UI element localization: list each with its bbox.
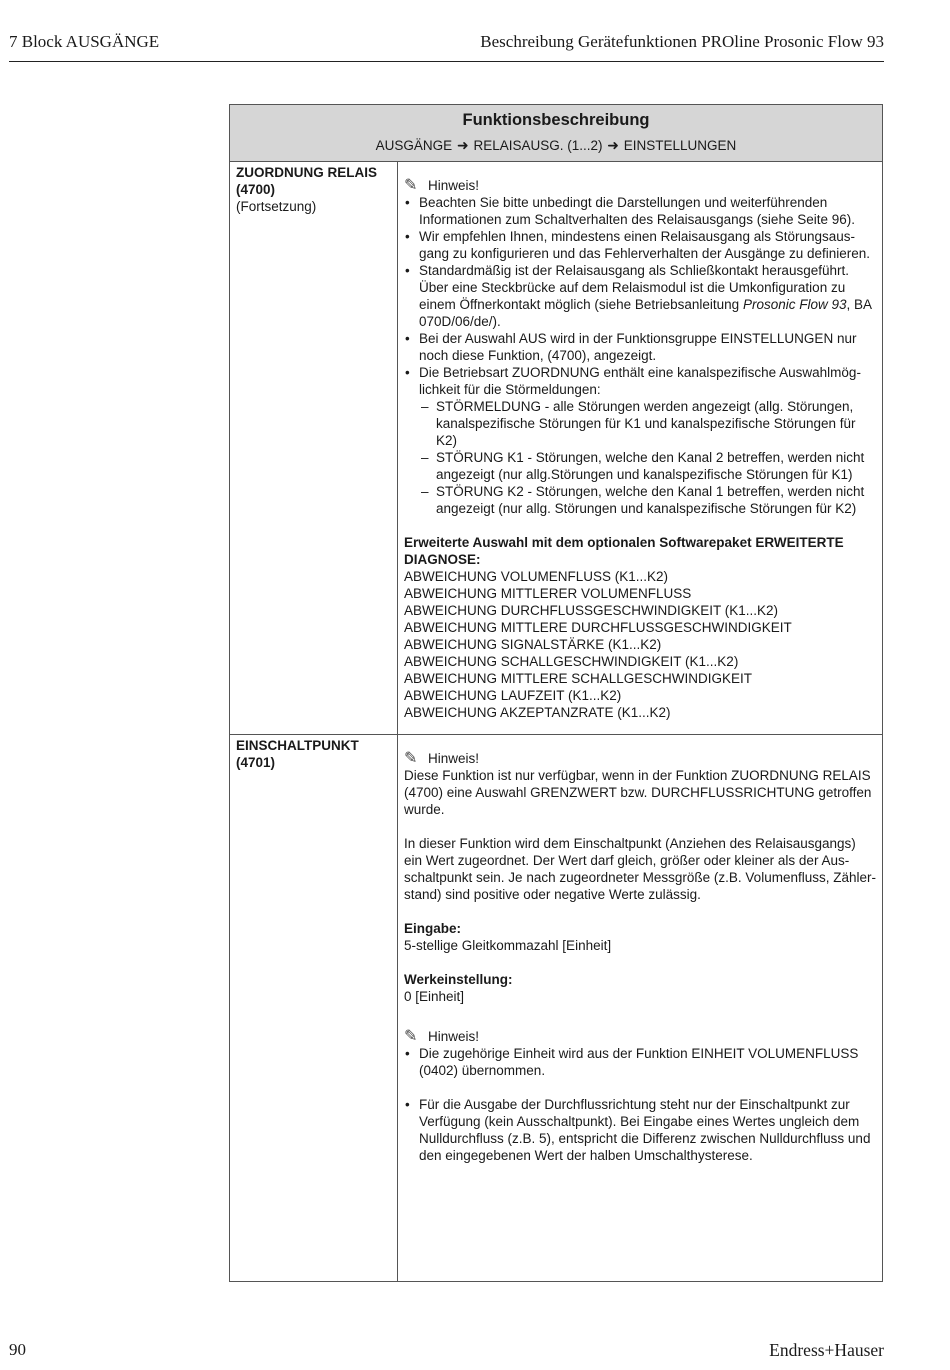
table-title: Funktionsbeschreibung [462,111,650,129]
note-bullet-list [404,1045,877,1164]
pencil-note-icon: ✎ [404,1028,418,1045]
table-header [230,105,882,162]
list-item [404,262,877,330]
list-item: • Für die Ausgabe der Durchflussrichtung steht nur der Einschaltpunkt zur Verfügung (kein Ausschaltpunkt). Bei Eingabe eines Wertes ungleich dem Nulldurchfluss (z.B. 5), entspricht die Differenz zwischen Nulldurchfluss und den eingegebenen Wert der halben Umschalthysterese. [404,1096,877,1164]
list-item: ABWEICHUNG VOLUMENFLUSS (K1...K2) [404,569,669,584]
path-item-relay-output: RELAISAUSG. (1...2) [473,138,603,153]
function-description-cell [398,162,882,734]
function-label-cell [230,735,398,1281]
list-item: ABWEICHUNG SCHALLGESCHWINDIGKEIT (K1...K2) [404,654,739,669]
list-item: • Beachten Sie bitte unbedingt die Darstellungen und weiterführenden Informationen zum Schaltverhalten des Relaisausgangs (siehe Seite 96). [404,194,877,228]
list-item: • Bei der Auswahl AUS wird in der Funktionsgruppe EINSTELLUNGEN nur noch diese Funktion, (4700), angezeigt. [404,330,877,364]
list-item: • Die zugehörige Einheit wird aus der Funktion EINHEIT VOLUMENFLUSS (0402) übernommen. [404,1045,877,1079]
fault-option-list [419,398,877,517]
function-name: EINSCHALTPUNKT [236,738,359,753]
note-bullet-list [404,194,877,517]
list-item: – STÖRUNG K2 - Störungen, welche den Kanal 1 betreffen, werden nicht angezeigt (nur allg. Störungen und kanalspezifische Störungen für K2) [419,483,877,517]
note-title: Hinweis! [428,751,480,766]
function-description-table [229,104,883,1282]
pencil-note-icon: ✎ [404,750,418,767]
input-value: 5-stellige Gleitkommazahl [Einheit] [404,938,612,953]
chapter-title: 7 Block AUSGÄNGE [9,32,160,51]
list-item: ABWEICHUNG MITTLERE SCHALLGESCHWINDIGKEIT [404,671,753,686]
extended-options-list [404,568,877,721]
list-item: ABWEICHUNG DURCHFLUSSGESCHWINDIGKEIT (K1...K2) [404,603,779,618]
document-title: Beschreibung Gerätefunktionen PROline Prosonic Flow 93 [480,32,884,51]
list-item: ABWEICHUNG AKZEPTANZRATE (K1...K2) [404,705,671,720]
list-item: – STÖRMELDUNG - alle Störungen werden angezeigt (allg. Störungen, kanalspezifische Störungen für K1 und kanalspezifische Störungen für K2) [419,398,877,449]
note-title: Hinweis! [428,1029,480,1044]
pencil-note-icon: ✎ [404,177,418,194]
list-item: ABWEICHUNG MITTLERER VOLUMENFLUSS [404,586,692,601]
path-item-outputs: AUSGÄNGE [375,138,453,153]
menu-path [230,135,882,156]
list-item-text: Standardmäßig ist der Relaisausgang als Schließkontakt herausgeführt. Über eine Steckbrücke auf dem Relaismodul ist die Umkonfiguration zu einem Öffnerkontakt möglich (siehe Betriebsanleitung [419,263,849,312]
right-arrow-icon: ➜ [456,137,469,153]
list-item: ABWEICHUNG MITTLERE DURCHFLUSSGESCHWINDIGKEIT [404,620,792,635]
manual-title: Prosonic Flow 93 [742,297,847,312]
description-paragraph: In dieser Funktion wird dem Einschaltpunkt (Anziehen des Relaisausgangs) ein Wert zugeordnet. Der Wert darf gleich, größer oder kleiner als der Aus-schaltpunkt sein. Je nach zugeordneter Messgröße (z.B. Volumenfluss, Zähler-stand) sind positive oder negative Werte zulässig. [404,836,876,902]
function-code: (4700) [236,182,276,197]
input-label: Eingabe: [404,921,462,936]
page-header [9,30,884,62]
continuation-label: (Fortsetzung) [236,199,317,214]
list-item: ABWEICHUNG LAUFZEIT (K1...K2) [404,688,622,703]
function-label-cell [230,162,398,734]
brand-logo-text: Endress+Hauser [769,1340,884,1360]
list-item [404,364,877,517]
note-heading [404,1028,877,1045]
list-item: ABWEICHUNG SIGNALSTÄRKE (K1...K2) [404,637,662,652]
default-label: Werkeinstellung: [404,972,513,987]
note-heading [404,177,877,194]
list-item-text: • Die Betriebsart ZUORDNUNG enthält eine kanalspezifische Auswahlmög-lichkeit für die Störmeldungen: [419,365,861,397]
note-heading [404,750,877,767]
function-code: (4701) [236,755,276,770]
extended-options-heading: Erweiterte Auswahl mit dem optionalen Softwarepaket ERWEITERTE DIAGNOSE: [404,535,844,567]
path-item-settings: EINSTELLUNGEN [623,138,737,153]
list-item: – STÖRUNG K1 - Störungen, welche den Kanal 2 betreffen, werden nicht angezeigt (nur allg.Störungen und kanalspezifische Störungen für K1) [419,449,877,483]
default-value: 0 [Einheit] [404,989,465,1004]
table-row-switch-on-point [230,735,882,1281]
list-item-text-tail: , BA 070D/06/de/). [419,297,872,329]
function-description-cell [398,735,882,1281]
page-number: 90 [9,1340,26,1359]
note-title: Hinweis! [428,178,480,193]
right-arrow-icon: ➜ [607,137,620,153]
table-row-relay-assignment [230,162,882,735]
function-name: ZUORDNUNG RELAIS [236,165,377,180]
note-text: Diese Funktion ist nur verfügbar, wenn in der Funktion ZUORDNUNG RELAIS (4700) eine Auswahl GRENZWERT bzw. DURCHFLUSSRICHTUNG getroffen wurde. [404,768,872,817]
list-item: • Wir empfehlen Ihnen, mindestens einen Relaisausgang als Störungsaus-gang zu konfigurieren und das Fehlerverhalten der Ausgänge zu definieren. [404,228,877,262]
